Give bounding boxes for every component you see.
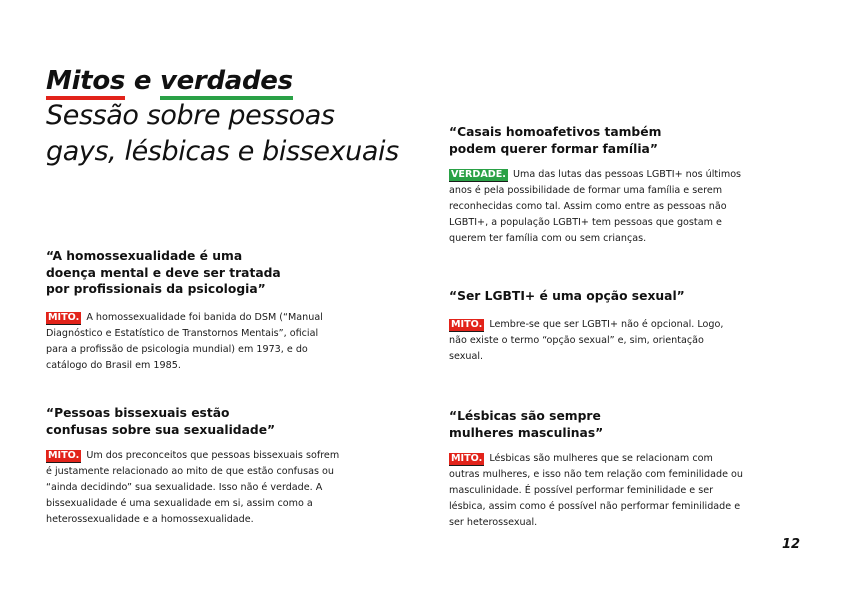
question: “A homossexualidade é uma doença mental e deve ser tratada por profissionais da psicologia”	[46, 249, 281, 296]
subtitle-line-2: gays, lésbicas e bissexuais	[46, 136, 399, 167]
mito-tag: MITO.	[451, 453, 483, 464]
answer	[46, 310, 336, 374]
question: “Lésbicas são sempre mulheres masculinas”	[449, 409, 604, 440]
title-block	[46, 64, 426, 170]
answer	[46, 448, 341, 528]
answer-text: Lésbicas são mulheres que se relacionam com outras mulheres, e isso não tem relação com feminilidade ou masculinidade. É possível performar feminilidade e ser lésbica, assim como é possível não performar feminilidade e ser heterossexual.	[449, 453, 743, 528]
page-subtitle	[46, 98, 426, 170]
answer-text: Lembre-se que ser LGBTI+ não é opcional. Logo, não existe o termo “opção sexual” e, sim, orientação sexual.	[449, 318, 724, 362]
mito-tag: MITO.	[48, 311, 80, 323]
mito-tag: MITO.	[451, 318, 483, 330]
question: “Ser LGBTI+ é uma opção sexual”	[449, 289, 685, 303]
myth-item-lesbicas	[449, 408, 749, 531]
answer-text: Uma das lutas das pessoas LGBTI+ nos últimos anos é pela possibilidade de formar uma família e serem reconhecidas como tal. Assim como entre as pessoas não LGBTI+, a população LGBTI+ tem pessoas que gostam e querem ter família com ou sem crianças.	[449, 169, 742, 244]
page-number: 12	[782, 537, 801, 552]
verdade-tag: VERDADE.	[451, 169, 506, 180]
subtitle-line-1: Sessão sobre pessoas	[46, 100, 335, 131]
answer	[449, 167, 744, 247]
title-word-e: e	[133, 66, 152, 96]
mito-tag: MITO.	[48, 450, 80, 461]
answer	[449, 317, 734, 365]
question: “Casais homoafetivos também podem querer formar família”	[449, 125, 662, 156]
truth-item-familia	[449, 124, 749, 247]
question: “Pessoas bissexuais estão confusas sobre sua sexualidade”	[46, 406, 276, 437]
answer	[449, 451, 746, 531]
answer-text: Um dos preconceitos que pessoas bissexuais sofrem é justamente relacionado ao mito de que estão confusas ou “ainda decidindo” sua sexualidade. Isso não é verdade. A bissexualidade é uma sexualidade em si, assim como a heterossexualidade e a homossexualidade.	[46, 450, 340, 525]
page-title	[46, 64, 426, 98]
myth-item-homossexualidade	[46, 248, 336, 374]
myth-item-bissexuais	[46, 405, 346, 528]
title-word-mitos: Mitos	[46, 66, 125, 100]
title-word-verdades: verdades	[160, 66, 293, 100]
myth-item-opcao-sexual	[449, 288, 749, 365]
answer-text: A homossexualidade foi banida do DSM (“Manual Diagnóstico e Estatístico de Transtornos Mentais”, oficial para a profissão de psicologia mundial) em 1973, e do catálogo do Brasil em 1985.	[46, 311, 323, 371]
